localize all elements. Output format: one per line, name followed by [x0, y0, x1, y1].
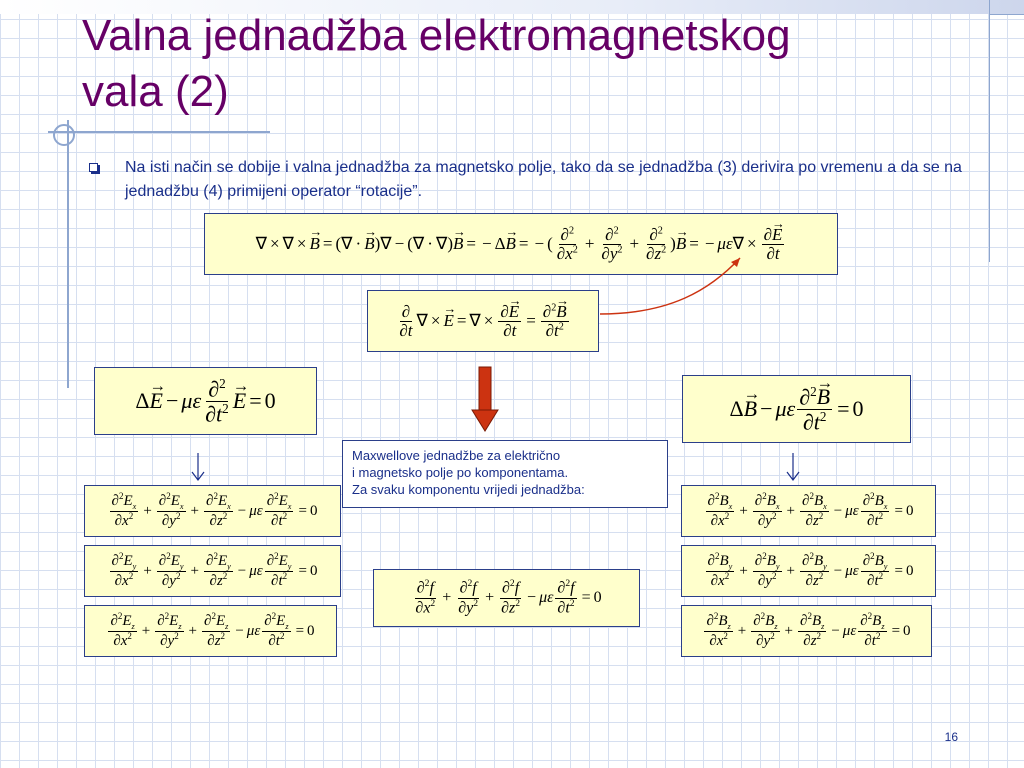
note-box: [342, 440, 668, 508]
down-arrow-icon: [471, 366, 499, 432]
decor-vertical-line: [67, 120, 69, 388]
equation-component-bx: $\frac{\partial^2B_x}{\partial x^2}$ + $\frac{\partial^2B_x}{\partial y^2}$ + $\frac{\partial^2B_x}{\partial z^2}$ − με $\frac{\partial^2B_x}{\partial t^2}$ = 0: [681, 485, 936, 537]
equation-dt-curl-e: $\frac{\partial}{\partial t}$ ∇ × → E = ∇ × $\frac{\partial\to E}{\partial t}$ = $\frac{\partial^2\to B}{\partial t^2}$: [367, 290, 599, 352]
equation-wave-b: Δ → B − με $\frac{\partial^2\to B}{\partial t^2}$ = 0: [682, 375, 911, 443]
equation-generic-f: $\frac{\partial^2f}{\partial x^2}$ + $\frac{\partial^2f}{\partial y^2}$ + $\frac{\partial^2f}{\partial z^2}$ − με $\frac{\partial^2f}{\partial t^2}$ = 0: [373, 569, 640, 627]
equation-component-ex: $\frac{\partial^2E_x}{\partial x^2}$ + $\frac{\partial^2E_x}{\partial y^2}$ + $\frac{\partial^2E_x}{\partial z^2}$ − με $\frac{\partial^2E_x}{\partial t^2}$ = 0: [84, 485, 341, 537]
title-line-2: vala (2): [82, 67, 229, 116]
slide-title: [82, 8, 962, 120]
down-arrow-icon: [191, 452, 205, 482]
equation-component-by: $\frac{\partial^2B_y}{\partial x^2}$ + $\frac{\partial^2B_y}{\partial y^2}$ + $\frac{\partial^2B_y}{\partial z^2}$ − με $\frac{\partial^2B_y}{\partial t^2}$ = 0: [681, 545, 936, 597]
equation-component-ey: $\frac{\partial^2E_y}{\partial x^2}$ + $\frac{\partial^2E_y}{\partial y^2}$ + $\frac{\partial^2E_y}{\partial z^2}$ − με $\frac{\partial^2E_y}{\partial t^2}$ = 0: [84, 545, 341, 597]
page-number: 16: [944, 730, 958, 744]
equation-wave-e: Δ → E − με $\frac{\partial^2}{\partial t^2}$ → E = 0: [94, 367, 317, 435]
curved-arrow-icon: [590, 250, 750, 322]
down-arrow-icon: [786, 452, 800, 482]
equation-component-bz: $\frac{\partial^2B_z}{\partial x^2}$ + $\frac{\partial^2B_z}{\partial y^2}$ + $\frac{\partial^2B_z}{\partial z^2}$ − με $\frac{\partial^2B_z}{\partial t^2}$ = 0: [681, 605, 932, 657]
equation-component-ez: $\frac{\partial^2E_z}{\partial x^2}$ + $\frac{\partial^2E_z}{\partial y^2}$ + $\frac{\partial^2E_z}{\partial z^2}$ − με $\frac{\partial^2E_z}{\partial t^2}$ = 0: [84, 605, 337, 657]
decor-vertical-line-right: [989, 0, 990, 262]
note-line-2: i magnetsko polje po komponentama.: [352, 465, 569, 480]
bullet-text: Na isti način se dobije i valna jednadžba za magnetsko polje, tako da se jednadžba (3) derivira po vremenu a da se na jednadžbu (4) primijeni operator “rotacije”.: [125, 159, 962, 200]
square-bullet-icon: [89, 163, 98, 172]
note-line-1: Maxwellove jednadžbe za električno: [352, 448, 561, 463]
equation-curl-curl-b: ∇ × ∇ × → B = ( ∇ · → B )∇ − ( ∇ · ∇ ) → B = − Δ → B = − ( $\frac{\partial^2}{\partial x^2}$ + $\frac{\partial^2}{\partial y^2}$ + $\frac{\partial^2}{\partial z^2}$ ) → B = − με ∇ × $\frac{\partial\to E}{\partial t}$: [204, 213, 838, 275]
note-line-3: Za svaku komponentu vrijedi jednadžba:: [352, 482, 585, 497]
title-line-1: Valna jednadžba elektromagnetskog: [82, 11, 791, 60]
decor-horizontal-line: [48, 131, 270, 133]
decor-horizontal-line-right: [989, 14, 1024, 15]
decor-ring: [53, 124, 75, 146]
